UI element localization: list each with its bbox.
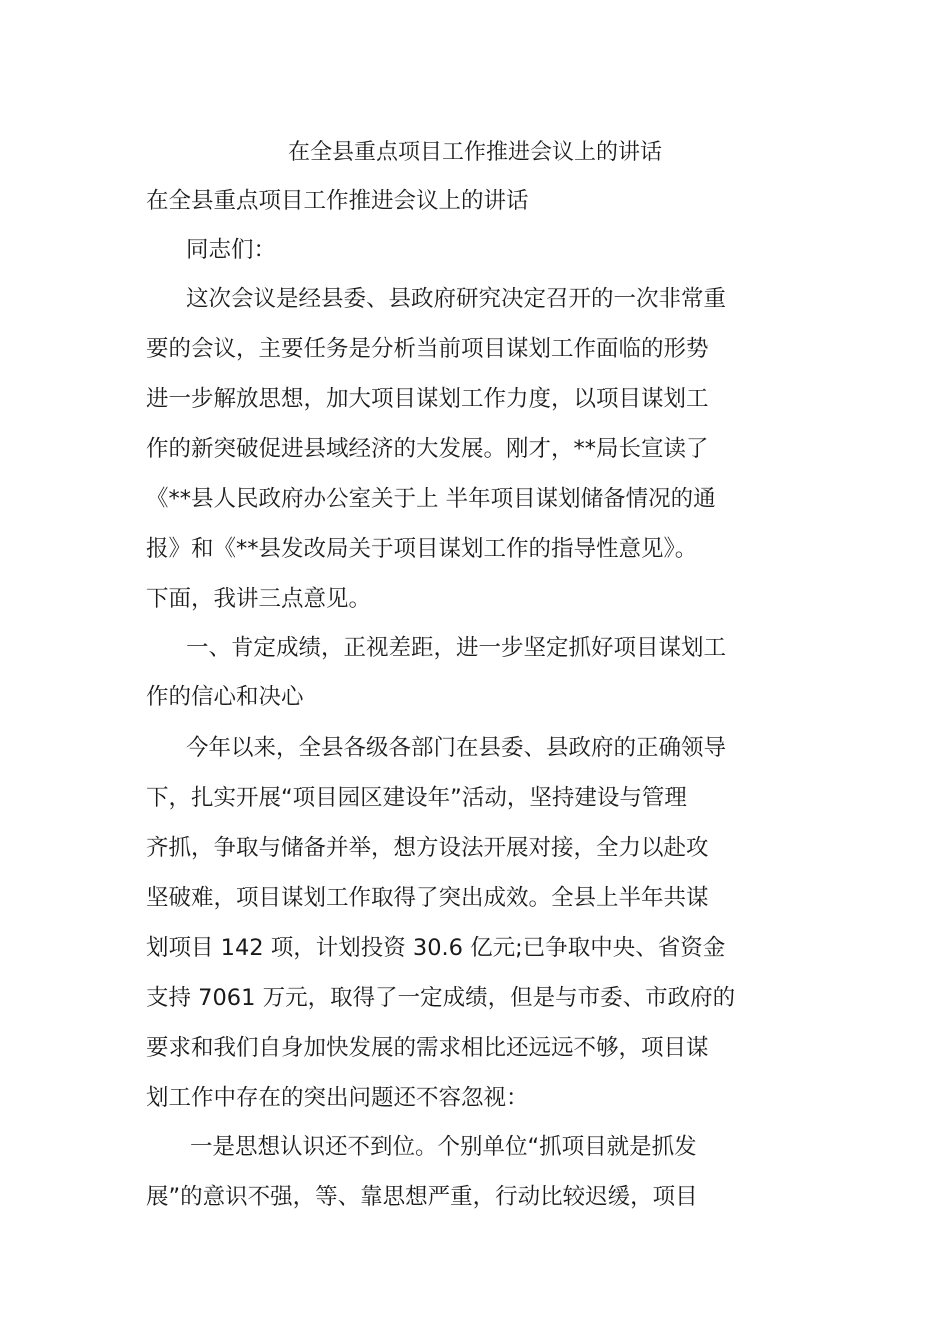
paragraph-line: 下，扎实开展“项目园区建设年”活动，坚持建设与管理: [146, 785, 687, 811]
subtitle-line: 在全县重点项目工作推进会议上的讲话: [146, 188, 529, 214]
paragraph-line: 坚破难，项目谋划工作取得了突出成效。全县上半年共谋: [146, 885, 709, 911]
paragraph-line: 下面，我讲三点意见。: [146, 586, 372, 612]
paragraph-line: 划工作中存在的突出问题还不容忽视：: [146, 1085, 529, 1111]
paragraph-line: 进一步解放思想，加大项目谋划工作力度，以项目谋划工: [146, 386, 709, 412]
salutation: 同志们：: [186, 237, 277, 263]
paragraph-line: 要求和我们自身加快发展的需求相比还远远不够，项目谋: [146, 1035, 709, 1061]
paragraph-line: 一是思想认识还不到位。个别单位“抓项目就是抓发: [190, 1134, 697, 1160]
paragraph-line: 划项目 142 项，计划投资 30.6 亿元;已争取中央、省资金: [146, 935, 726, 961]
paragraph-line: 作的新突破促进县域经济的大发展。刚才，**局长宣读了: [146, 436, 709, 462]
section-heading-line: 一、肯定成绩，正视差距，进一步坚定抓好项目谋划工: [186, 635, 727, 661]
paragraph-line: 这次会议是经县委、县政府研究决定召开的一次非常重: [186, 286, 727, 312]
paragraph-line: 齐抓，争取与储备并举，想方设法开展对接，全力以赴攻: [146, 835, 709, 861]
paragraph-line: 要的会议，主要任务是分析当前项目谋划工作面临的形势: [146, 336, 709, 362]
paragraph-line: 《**县人民政府办公室关于上 半年项目谋划储备情况的通: [146, 486, 716, 512]
paragraph-line: 报》和《**县发改局关于项目谋划工作的指导性意见》。: [146, 536, 698, 562]
document-title: 在全县重点项目工作推进会议上的讲话: [287, 140, 662, 165]
paragraph-line: 展”的意识不强，等、靠思想严重，行动比较迟缓，项目: [146, 1184, 698, 1210]
paragraph-line: 今年以来，全县各级各部门在县委、县政府的正确领导: [186, 735, 727, 761]
paragraph-line: 支持 7061 万元，取得了一定成绩，但是与市委、市政府的: [146, 985, 736, 1011]
section-heading-line: 作的信心和决心: [146, 684, 304, 710]
